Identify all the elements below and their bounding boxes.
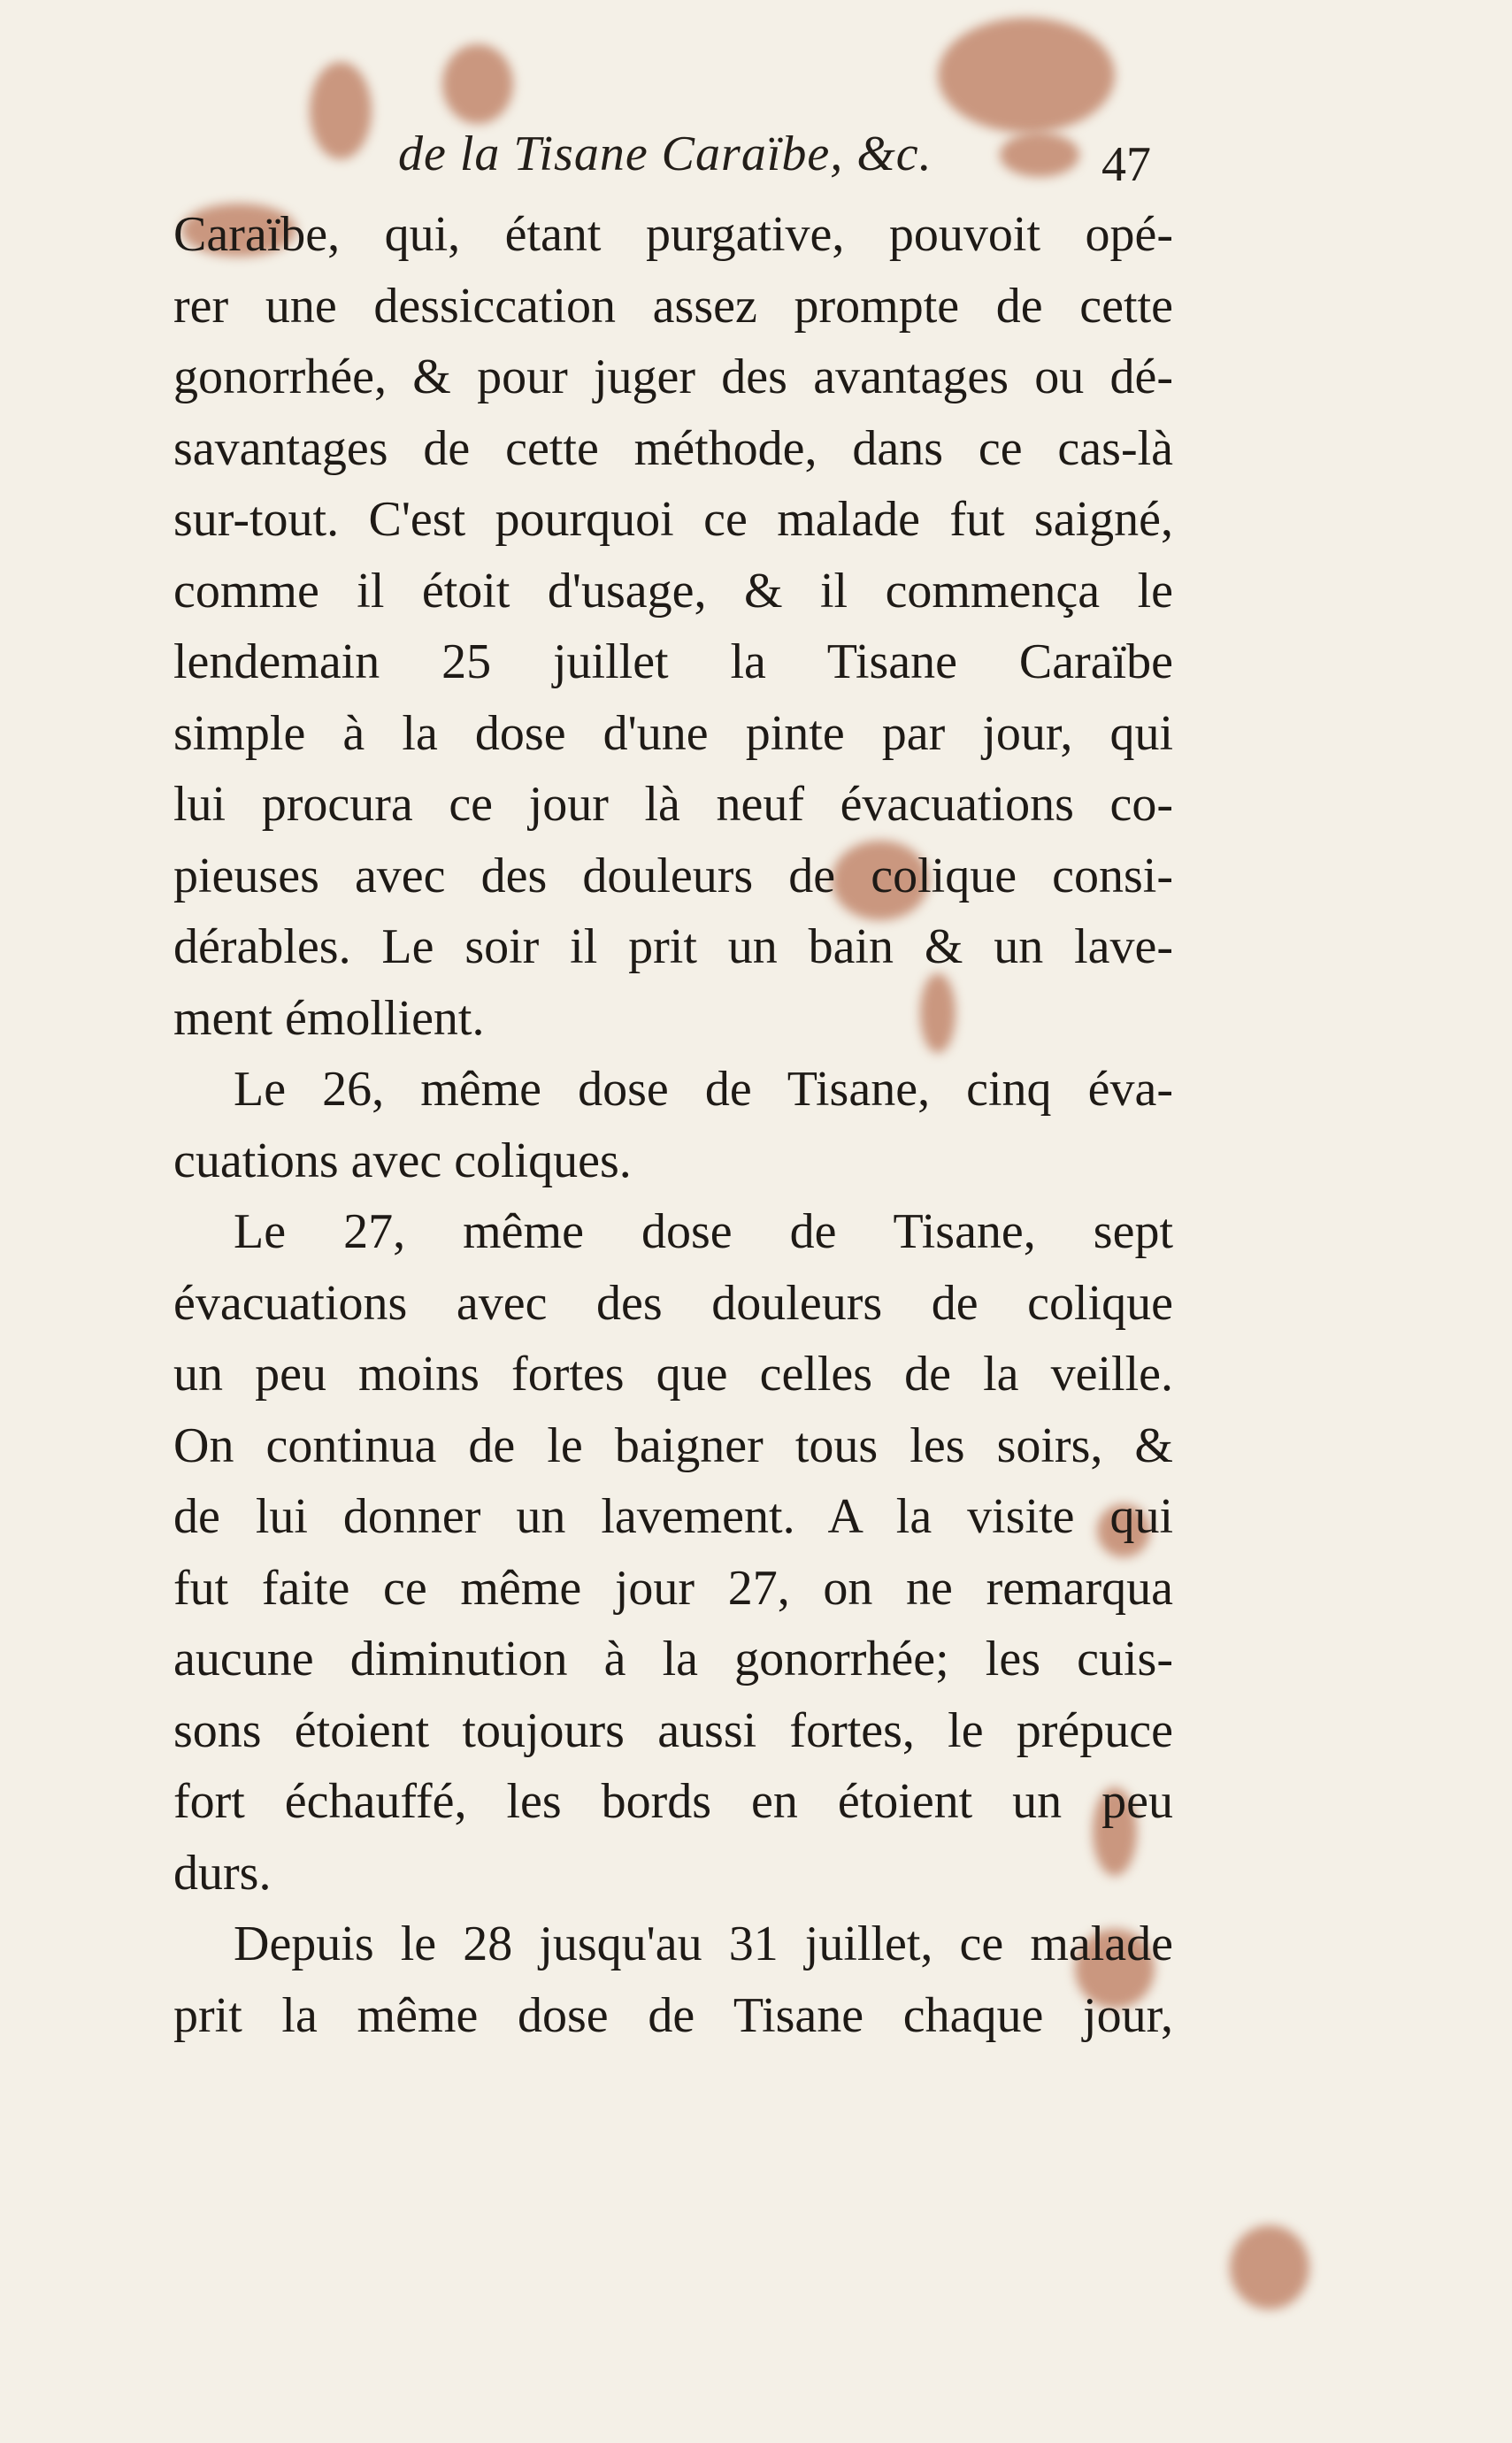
text-line: prit la même dose de Tisane chaque jour, [173,1987,1173,2043]
text-line: aucune diminution à la gonorrhée; les cuis- [173,1632,1173,1686]
text-line: Depuis le 28 jusqu'au 31 juillet, ce malade [234,1917,1173,1971]
text-line: pieuses avec des douleurs de colique consi- [173,848,1173,903]
running-head [0,126,1512,196]
text-line: lui procura ce jour là neuf évacuations co- [173,777,1173,832]
text-line: sur-tout. C'est pourquoi ce malade fut saigné, [173,492,1173,547]
text-line: On continua de le baigner tous les soirs, & [173,1417,1173,1473]
text-line: un peu moins fortes que celles de la veille. [173,1347,1173,1402]
text-line: rer une dessiccation assez prompte de cette [173,278,1173,334]
running-title: de la Tisane Caraïbe, &c. [398,127,933,181]
text-line: de lui donner un lavement. A la visite qui [173,1489,1173,1544]
text-line: comme il étoit d'usage, & il commença le [173,563,1173,618]
text-line: lendemain 25 juillet la Tisane Caraïbe [173,634,1173,689]
text-line: savantages de cette méthode, dans ce cas-là [173,420,1173,476]
stain-mark [1230,2225,1309,2309]
text-line: durs. [173,1845,272,1901]
text-line: ment émollient. [173,990,485,1046]
text-line: gonorrhée, & pour juger des avantages ou dé- [173,350,1173,404]
text-line: Le 27, même dose de Tisane, sept [234,1204,1173,1259]
text-line: Caraïbe, qui, étant purgative, pouvoit opé- [173,207,1173,262]
text-line: dérables. Le soir il prit un bain & un lave- [173,919,1173,974]
text-line: cuations avec coliques. [173,1133,632,1188]
text-line: évacuations avec des douleurs de colique [173,1275,1173,1331]
text-line: Le 26, même dose de Tisane, cinq éva- [234,1062,1173,1117]
body-text [173,199,1173,2051]
text-line: simple à la dose d'une pinte par jour, qui [173,705,1173,761]
text-line: fort échauffé, les bords en étoient un peu [173,1774,1173,1829]
stain-mark [938,18,1115,133]
text-line: sons étoient toujours aussi fortes, le prépuce [173,1702,1173,1758]
stain-mark [442,44,513,124]
page-number: 47 [1101,137,1151,192]
text-line: fut faite ce même jour 27, on ne remarqua [173,1560,1173,1616]
